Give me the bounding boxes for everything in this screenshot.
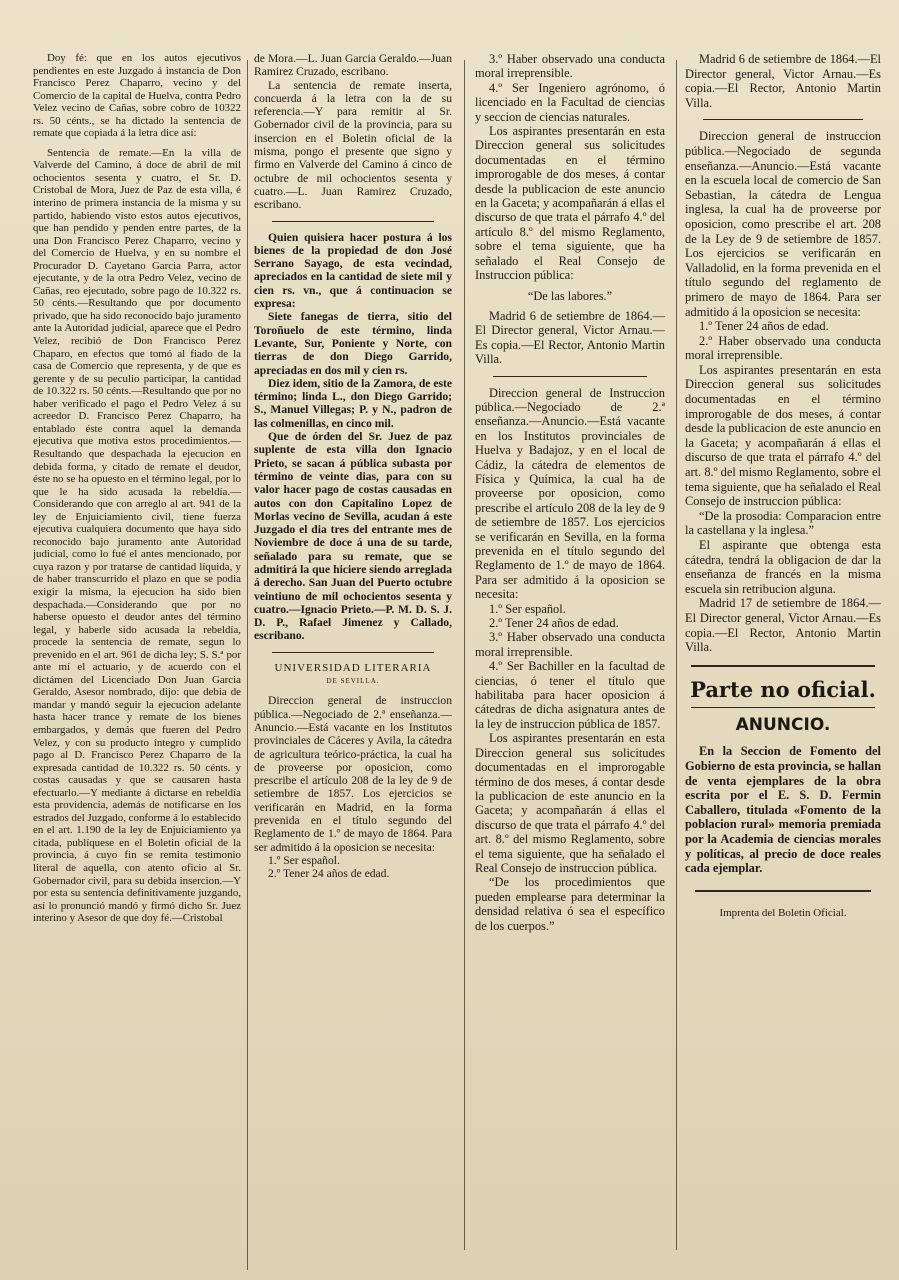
certification-paragraph: La sentencia de remate inserta, concuerda á la letra con la de su referencia.—Y para remitir al Sr. Gobernador civil de la provincia, para su insercion en el Boletin oficial de la misma, pongo el presente que signo y firmo en Valverde del Camino á cinco de octubre de mil ochocientos sesenta y cuatro.—L. Juan Ramirez Cruzado, escribano. [254,78,452,212]
sentencia-de-remate: Sentencia de remate.—En la villa de Valverde del Camino, á doce de abril de mil ochocientos sesenta y cuatro, el Sr. D. Cristobal de Mora, Juez de Paz de esta villa, é interino de primera instancia de la misma y su partido, habiendo visto estos autos ejecutivos, que han pendido y penden entre partes, de la una Don Francisco Perez Chaparro, vecino y del Comercio de Huelva, y en su nombre el Procurador D. Cayetano Garcia Parra, actor ejecutante, y de la otra Pedro Velez, vecino de Cañas, reo ejecutado, sobre pago de 10.322 rs. 50 cénts.—Resultando que por documento privado, que ha sido reconocido bajo juramento ante la Autoridad judicial, aparece que el Pedro Velez, recibió de Don Francisco Perez Chaparo, en efectos que tomó al fiado de la casa de Comercio que representa, y de que es gerente y de su peculio participar, la cantidad de 10.322 rs. 50 cénts.—Resultando que por no haber verificado el pago el Pedro Velez á su acreedor D. Francisco Perez Chaparro, ha entablado éste contra aquel la demanda ejecutiva que motiva estos procedimientos.—Resultando que despachada la ejecucion en debida forma, y citado de remate el deudor, éste no se ha opuesto en el término legal, por lo que le ha sido acusada la rebeldía.—Considerando que con arreglo al art. 941 de la ley de Enjuiciamiento civil, tiene fuerza ejecutiva cualquiera documento que haya sido reconocido bajo juramento ante Autoridad judicial, como lo fué el antes mencionado, por cuya razon y por tratarse de cantidad líquida, y de haber transcurrido el plazo en que se podia exigir la misma, la ejecucion ha sido bien despachada.—Considerando que por no haberse opuesto el deudor antes del término legal, y haberle sido acusada la rebeldía, procede la sentencia de remate, segun lo prevenido en el art. 961 de dicha ley; S. S.ª por ante mí el actuario, y de acuerdo con el dictámen del Licenciado Don Juan Garcia Geraldo, Asesor nombrado, dijo: que debia de mandar y mandó seguir la ejecucion adelante hasta hacer trance y remate de los bienes embargados, y demás que fueren del Pedro Velez, y con su producto íntegro y cumplido pago al D. Francisco Perez Chaparro de la expresada cantidad de 10.322 rs. 50 cénts. y costas causadas y que se causaren hasta efectuarlo.—Y mediante á dictarse en rebeldía esta providencia, además de notificarse en los estrados del Juzgado, conforme á lo establecido en el art. 1.190 de la ley de Enjuiciamiento ya citada, publíquese en el Boletin oficial de la provincia, á cuyo fin se remita testimonio literal de aquella, con atento oficio al Sr. Gobernador civil, para su debida insercion.—Y por esta su sentencia definitivamente juzgando, así lo pronunció mandó y firmó dicho Sr. Juez interino y Asesor de que doy fé.—Cristobal [33,146,241,925]
aspirants-paragraph: Los aspirantes presentarán en esta Direccion general sus solicitudes documentadas en el término improrogable de dos meses, á contar desde la publicacion de este anuncio en la Gaceta; y acompañarán á ellas el discurso de que trata el párrafo 4.º del art. 8.º del mismo Reglamento, sobre el tema siguiente, que ha señalado el Real Consejo de instruccion pública: [685,362,881,509]
signature-paragraph: Madrid 6 de setiembre de 1864.—El Director general, Victor Arnau.—Es copia.—El Rector, Antonio Martin Villa. [685,52,881,110]
section-divider [691,707,875,708]
signature-line: de Mora.—L. Juan Garcia Geraldo.—Juan Ramirez Cruzado, escribano. [254,52,452,79]
fisica-quimica-announcement: Direccion general de Instruccion pública.—Negociado de 2.ª enseñanza.—Anuncio.—Está vacante en los Institutos provinciales de Huelva y Badajoz, y en el local de Cádiz, la cátedra de elementos de Física y Química, la cual ha de proveerse por oposicion, como prescribe el artículo 208 de la ley de 9 de setiembre de 1857. Los ejercicios se verificarán en Sevilla, en la forma prevenida en el título segundo del Reglamento de 1.º de mayo de 1864. Para ser admitido á la oposicion se necesita: [475,385,665,602]
printer-imprint: Imprenta del Boletin Oficial. [719,906,847,919]
university-heading: UNIVERSIDAD LITERARIA [274,661,432,674]
agricultura-announcement: Direccion general de instruccion pública.—Negociado de 2.ª enseñanza.—Anuncio.—Está vacante en los Institutos provinciales de Cáceres y Avila, la cátedra de agricultura teórico-práctica, la cual ha de proveerse por oposicion, como prescribe el artículo 208 de la ley de 9 de setiembre de 1857. Los ejercicios se verificarán en Madrid, en la forma prevenida en el título segundo del Reglamento de 1.º de mayo de 1864. Para ser admitido á la oposicion se necesita: [254,694,452,854]
parte-no-oficial-heading: Parte no oficial. [690,676,876,702]
aspirants-paragraph: Los aspirantes presentarán en esta Direccion general sus solicitudes documentadas en el término improrogable de dos meses, á contar desde la publicacion de este anuncio en la Gaceta; y acompañarán á ellas el discurso de que trata el párrafo 4.º del artículo 8.º del mismo Reglamento, sobre el tema siguiente, que ha señalado el Real Consejo de Instruccion pública: [475,124,665,283]
requirement-1: 1.º Ser español. [489,601,566,616]
requirement-4: 4.º Ser Bachiller en la facultad de ciencias, ó tener el título que habilitaba para hacer oposicion á cátedras de dicha asignatura antes de la ley de instruccion pública de 1857. [475,659,665,731]
requirement-1: 1.º Tener 24 años de edad. [699,319,829,334]
requirement-4: 4.º Ser Ingeniero agrónomo, ó licenciado en la Facultad de ciencias y seccion de ciencias naturales. [475,80,665,124]
column-rule [676,60,677,1250]
theme-quote: “De las labores.” [527,288,613,303]
university-subheading: DE SEVILLA. [326,677,380,686]
anuncio-heading: ANUNCIO. [735,714,831,735]
section-divider [493,376,647,377]
section-divider [691,665,875,667]
section-divider [695,890,871,892]
requirement-2: 2.º Tener 24 años de edad. [268,867,390,881]
section-divider [703,119,863,120]
column-3 [475,52,665,1262]
requirement-1: 1.º Ser español. [268,853,340,867]
column-rule [464,60,465,1250]
requirement-3: 3.º Haber observado una conducta moral irreprensible. [475,52,665,81]
auction-notice: Que de órden del Sr. Juez de paz suplente de esta villa don Ignacio Prieto, se sacan á pública subasta por término de veinte dias, para con su valor hacer pago de costas causadas en autos con don Capitalino Lopez de Morlas vecino de Sevilla, acudan á este Juzgado el dia tres del entrante mes de Noviembre de doce á una de su tarde, señalado para su remate, que se admitirá la que hiciere siendo arreglada á derecho. San Juan del Puerto octubre veintiuno de mil ochocientos sesenta y cuatro.—Ignacio Prieto.—P. M. D. S. J. D. P., Rafael Jimenez y Callado, escribano. [254,430,452,643]
column-1 [33,52,241,1262]
book-sale-notice: En la Seccion de Fomento del Gobierno de esta provincia, se hallan de venta ejemplares de la obra escrita por el E. S. D. Fermin Caballero, titulada «Fomento de la poblacion rural» memoria premiada por la Academia de ciencias morales y políticas, al precio de doce reales cada ejemplar. [685,744,881,876]
auction-lot-1: Siete fanegas de tierra, sitio del Toroñuelo de este término, linda Levante, Sur, Poniente y Norte, con tierras de don Diego Garrido, apreciadas en dos mil y cien rs. [254,310,452,377]
signature-paragraph: Madrid 17 de setiembre de 1864.—El Director general, Victor Arnau.—Es copia.—El Rector, Antonio Martin Villa. [685,596,881,655]
aspirants-paragraph: Los aspirantes presentarán en esta Direccion general sus solicitudes documentadas en el improrogable término de dos meses, á contar desde la publicacion de este anuncio en la Gaceta; y acompañarán á ellas el discurso de que trata el párrafo 4.º del art. 8.º del mismo Reglamento, sobre el tema siguiente, que ha señalado el Real Consejo de instruccion pública. [475,731,665,875]
column-rule [247,60,248,1270]
column-2 [254,52,452,1262]
requirement-3: 3.º Haber observado una conducta moral irreprensible. [475,630,665,659]
section-divider [272,652,434,653]
signature-paragraph: Madrid 6 de setiembre de 1864.—El Director general, Victor Arnau.—Es copia.—El Rector, Antonio Martin Villa. [475,308,665,367]
auction-lot-2: Diez idem, sitio de la Zamora, de este término; linda L., don Diego Garrido; S., Manuel Villegas; P. y N., padron de las colmenillas, en cinco mil. [254,376,452,430]
requirement-2: 2.º Haber observado una conducta moral irreprensible. [685,333,881,363]
section-divider [272,221,434,222]
requirement-2: 2.º Tener 24 años de edad. [489,616,619,631]
lengua-inglesa-announcement: Direccion general de instruccion pública.—Negociado de segunda enseñanza.—Anuncio.—Está vacante en la escuela local de comercio de San Sebastian, la cátedra de Lengua inglesa, la cual ha de proveerse por oposicion, como prescribe el art. 208 de la Ley de 9 de setiembre de 1857. Los ejercicios se verificarán en Valladolid, en la forma prevenida en el título segundo del reglamento de primero de mayo de 1864. Para ser admitido á la oposicion se necesita: [685,129,881,319]
court-notice-intro: Doy fé: que en los autos ejecutivos pendientes en este Juzgado á instancia de Don Francisco Perez Chaparro, vecino y del Comercio de la capital de Huelva, contra Pedro Velez vecino de Cañas, sobre cobro de 10322 rs. 50 cénts., se ha dictado la sentencia de remate que copiada á la letra dice así: [33,52,241,140]
theme-quote: “De la prosodia: Comparacion entre la castellana y la inglesa.” [685,508,881,538]
theme-quote: “De los procedimientos que pueden emplearse para determinar la densidad relativa ó sea el específico de los cuerpos.” [475,875,665,933]
auction-intro: Quien quisiera hacer postura á los bienes de la propiedad de don José Serrano Sayago, de esta vecindad, apreciados en la cantidad de siete mil y cien rs. vn., que á continuacion se expresa: [254,230,452,311]
obligation-paragraph: El aspirante que obtenga esta cátedra, tendrá la obligacion de dar la enseñanza de francés en la misma escuela sin retribucion alguna. [685,538,881,596]
column-4 [685,52,881,1262]
